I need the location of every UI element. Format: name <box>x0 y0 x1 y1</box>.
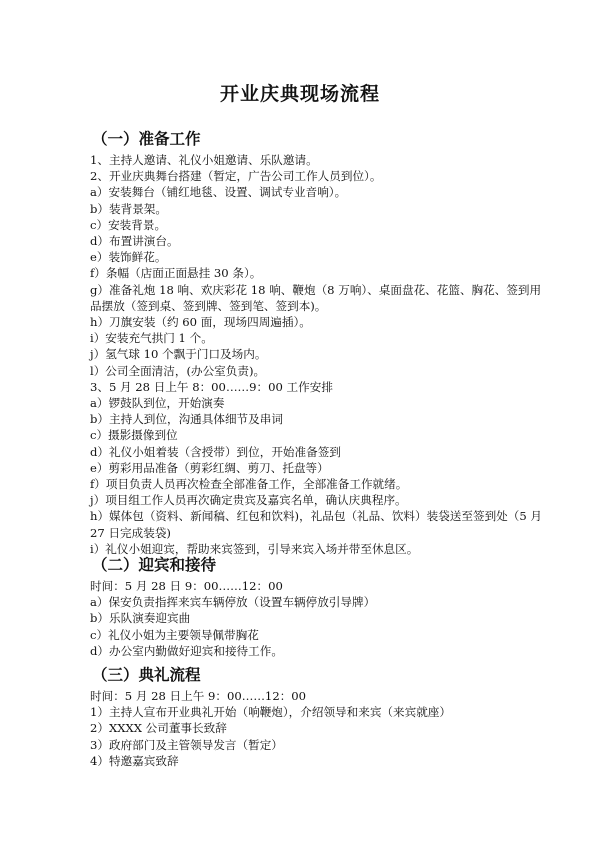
list-item: i）安装充气拱门 1 个。 <box>90 331 213 346</box>
list-item: a）锣鼓队到位，开始演奏 <box>90 396 225 411</box>
list-item: j）氢气球 10 个飘于门口及场内。 <box>90 347 267 362</box>
list-item: d）办公室内勤做好迎宾和接待工作。 <box>90 643 283 658</box>
list-item: 1）主持人宣布开业典礼开始（响鞭炮），介绍领导和来宾（来宾就座） <box>90 705 451 720</box>
list-item: 3）政府部门及主管领导发言（暂定） <box>90 737 283 752</box>
list-item: d）布置讲演台。 <box>90 234 179 249</box>
list-item: c）摄影摄像到位 <box>90 428 178 443</box>
list-item: b）乐队演奏迎宾曲 <box>90 611 191 626</box>
section-heading-preparation: （一）准备工作 <box>92 130 201 148</box>
list-item: 3、5 月 28 日上午 8：00……9：00 工作安排 <box>90 379 333 394</box>
section-reception-list <box>90 578 550 659</box>
list-item: c）礼仪小姐为主要领导佩带胸花 <box>90 627 259 642</box>
section-preparation-list <box>90 152 550 557</box>
list-item: a）保安负责指挥来宾车辆停放（设置车辆停放引导牌） <box>90 595 376 610</box>
list-item: j）项目组工作人员再次确定贵宾及嘉宾名单，确认庆典程序。 <box>90 493 407 508</box>
list-item: 2）XXXX 公司董事长致辞 <box>90 721 227 736</box>
list-item: h）刀旗安装（约 60 面，现场四周遍插）。 <box>90 315 311 330</box>
list-item: 4）特邀嘉宾致辞 <box>90 753 179 768</box>
list-item: 时间：5 月 28 日 9：00……12：00 <box>90 579 283 593</box>
list-item: b）主持人到位，沟通具体细节及串词 <box>90 412 283 427</box>
list-item: 1、主持人邀请、礼仪小姐邀请、乐队邀请。 <box>90 153 318 167</box>
list-item: f）项目负责人员再次检查全部准备工作，全部准备工作就绪。 <box>90 477 408 492</box>
section-ceremony-list <box>90 688 550 769</box>
list-item: h）媒体包（资料、新闻稿、红包和饮料)，礼品包（礼品、饮料）装袋送至签到处（5 月 27 日完成装袋) <box>90 509 543 540</box>
list-item: g）准备礼炮 18 响、欢庆彩花 18 响、鞭炮（8 万响）、桌面盘花、花篮、胸花、签到用品摆放（签到桌、签到牌、签到笔、签到本)。 <box>90 282 542 313</box>
list-item: e）装饰鲜花。 <box>90 250 167 265</box>
list-item: d）礼仪小姐着装（含授带）到位，开始准备签到 <box>90 444 341 459</box>
page-title: 开业庆典现场流程 <box>219 83 380 105</box>
list-item: a）安装舞台（铺红地毯、设置、调试专业音响）。 <box>90 185 347 200</box>
list-item: b）装背景架。 <box>90 201 167 216</box>
section-heading-ceremony: （三）典礼流程 <box>92 666 201 684</box>
list-item: l）公司全面清洁，(办公室负责)。 <box>90 363 266 378</box>
section-heading-reception: （二）迎宾和接待 <box>92 556 217 574</box>
list-item: 时间：5 月 28 日上午 9：00……12：00 <box>90 689 307 703</box>
list-item: c）安装背景。 <box>90 217 167 232</box>
list-item: e）剪彩用品准备（剪彩红绸、剪刀、托盘等） <box>90 460 329 475</box>
list-item: f）条幅（店面正面悬挂 30 条）。 <box>90 266 262 281</box>
list-item: i）礼仪小姐迎宾，帮助来宾签到，引导来宾入场并带至休息区。 <box>90 541 419 556</box>
list-item: 2、开业庆典舞台搭建（暂定，广告公司工作人员到位）。 <box>90 169 382 184</box>
